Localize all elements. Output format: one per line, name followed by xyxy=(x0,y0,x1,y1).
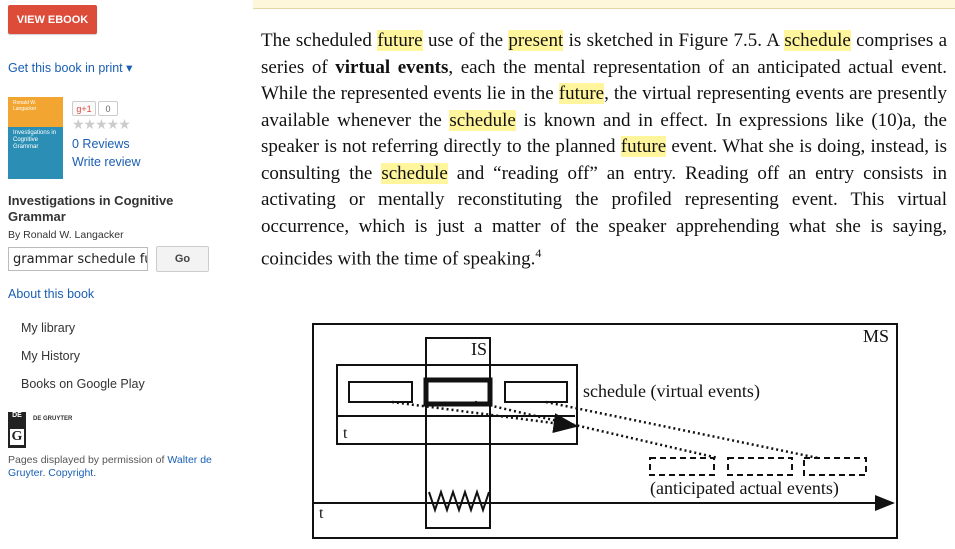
permission-suffix: . xyxy=(42,467,49,479)
search-highlight: future xyxy=(620,136,667,157)
outer-t-label: t xyxy=(319,505,324,522)
nav-my-library[interactable]: My library xyxy=(21,321,76,335)
search-highlight: schedule xyxy=(449,109,516,131)
copyright-link[interactable]: Copyright xyxy=(48,467,94,479)
publisher-logo-top: DE xyxy=(12,412,22,419)
permission-prefix: Pages displayed by permission of xyxy=(8,454,168,466)
actual-event-3 xyxy=(804,458,866,475)
about-this-book-link[interactable]: About this book xyxy=(8,287,95,301)
text-run: comprises a series of xyxy=(261,30,947,78)
view-ebook-button[interactable]: VIEW EBOOK xyxy=(8,5,97,34)
speaking-zigzag xyxy=(429,492,489,510)
text-run: use of the xyxy=(422,30,509,51)
virtual-event-3 xyxy=(505,382,567,402)
schedule-label: schedule (virtual events) xyxy=(583,381,760,401)
book-cover-thumbnail[interactable] xyxy=(8,97,63,179)
permission-end: . xyxy=(93,467,97,479)
google-plus-one-button[interactable]: g+1 xyxy=(72,101,96,116)
actual-event-1 xyxy=(650,458,714,475)
nav-my-history[interactable]: My History xyxy=(21,349,81,363)
text-run: , the virtual representing events are presently available whenever the xyxy=(261,83,947,131)
anticipated-label: (anticipated actual events) xyxy=(650,478,839,498)
search-highlight: schedule xyxy=(381,162,448,184)
rating-stars: ★★★★★ xyxy=(72,116,130,132)
book-title: Investigations in Cognitive Grammar xyxy=(8,193,174,224)
text-run: The scheduled xyxy=(261,30,378,51)
search-highlight: future xyxy=(558,83,605,104)
inner-t-label: t xyxy=(343,425,348,442)
reviews-link[interactable]: 0 Reviews xyxy=(72,137,130,151)
projection-arrow-3 xyxy=(546,402,818,458)
get-print-link[interactable]: Get this book in print ▾ xyxy=(8,61,133,75)
figure-7-5 xyxy=(310,322,900,540)
text-run: event. What she is doing, instead, is consulting the xyxy=(261,136,948,184)
publisher-logo[interactable] xyxy=(8,412,26,448)
write-review-link[interactable]: Write review xyxy=(72,155,141,169)
ms-label: MS xyxy=(863,326,890,346)
text-run: , each the mental representation of an anticipated actual event. While the represented events lie in the xyxy=(261,56,947,104)
text-run: virtual events xyxy=(335,56,449,78)
projection-arrow-2 xyxy=(475,402,718,458)
ms-box xyxy=(313,324,897,538)
virtual-event-profiled xyxy=(426,380,490,404)
page-paragraph xyxy=(261,28,947,273)
search-highlight: future xyxy=(377,30,423,51)
virtual-event-1 xyxy=(349,382,412,402)
book-author: By Ronald W. Langacker xyxy=(8,229,124,241)
book-sidebar xyxy=(0,0,245,549)
search-in-book-input[interactable] xyxy=(8,247,148,271)
search-highlight: present xyxy=(508,30,564,51)
previous-page-edge xyxy=(253,0,955,9)
nav-books-on-google-play[interactable]: Books on Google Play xyxy=(21,377,145,391)
search-highlight: schedule xyxy=(784,30,851,51)
publisher-logo-letter: G xyxy=(11,429,23,444)
cover-title: Investigations in Cognitive Grammar xyxy=(13,130,57,150)
footnote-ref: 4 xyxy=(535,246,542,260)
text-run: is known and in effect. In expressions like (10)a, the speaker is not referring directly to the planned xyxy=(261,109,947,157)
go-button[interactable]: Go xyxy=(156,246,209,272)
publisher-name: DE GRUYTER xyxy=(33,416,73,422)
actual-event-2 xyxy=(728,458,792,475)
cover-author: Ronald W. Langacker xyxy=(13,100,37,112)
publisher-link[interactable]: Walter de Gruyter xyxy=(8,454,212,479)
plus-one-count: 0 xyxy=(98,101,118,116)
text-run: and “reading off” an entry. Reading off an entry consists in activating or mentally reconstituting the profiled representing event. This virtual occurrence, which is just a matter of the speaker apprehending what she is saying, coincides with the time of speaking. xyxy=(261,162,947,270)
permission-notice xyxy=(8,454,228,480)
text-run: is sketched in Figure 7.5. A xyxy=(563,30,785,51)
is-label: IS xyxy=(471,339,488,359)
